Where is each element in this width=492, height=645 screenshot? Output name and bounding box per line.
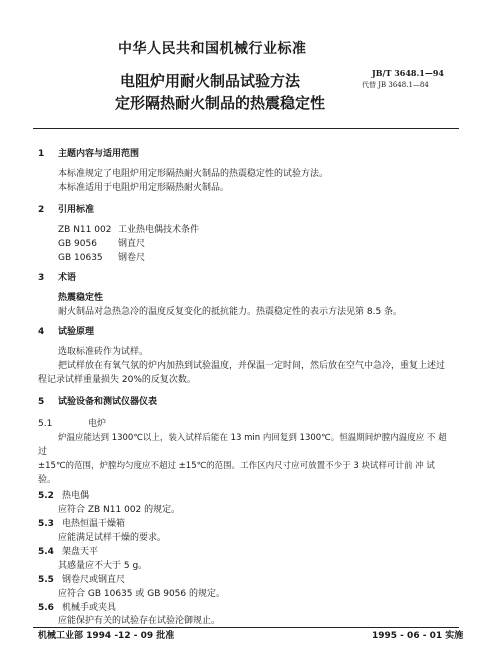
subsection-title: 电炉 xyxy=(88,419,107,429)
subsection-number: 5.3 xyxy=(38,519,54,529)
subsection-line: 应符合 ZB N11 002 的规定。 xyxy=(58,505,181,515)
section-4-para-3: 程记录试样重量损失 20%的反复次数。 xyxy=(38,375,196,385)
standard-number: JB/T 3648.1—94 xyxy=(372,68,444,78)
section-3-title: 术语 xyxy=(58,273,77,283)
section-4-para-1: 选取标准砖作为试样。 xyxy=(58,347,149,357)
subsection-title: 机械手或夹具 xyxy=(62,603,117,613)
subsection-line: 其感量应不大于 5 g。 xyxy=(58,561,148,571)
subsection-title: 热电偶 xyxy=(62,491,90,501)
section-1-para-1: 本标准规定了电阻炉用定形隔热耐火制品的热震稳定性的试验方法。 xyxy=(58,169,329,179)
subsection-line: ±15℃的范围，炉膛均匀度应不超过 ±15℃的范围。工作区内尺寸应可放置不少于 3 块试样可计前 冲 试 xyxy=(38,461,435,471)
reference-code: GB 10635 xyxy=(58,253,103,263)
subsection-line: 应能保护有关的试验存在试验沦御规止。 xyxy=(58,616,221,626)
subsection-line: 应能满足试样干燥的要求。 xyxy=(58,533,167,543)
subsection-number: 5.2 xyxy=(38,491,54,501)
section-2-number: 2 xyxy=(38,205,45,215)
reference-code: GB 9056 xyxy=(58,239,97,249)
reference-name: 钢直尺 xyxy=(118,239,146,249)
section-1-para-2: 本标准适用于电阻炉用定形隔热耐火制品。 xyxy=(58,183,230,193)
reference-code: ZB N11 002 xyxy=(58,225,112,235)
subsection-number: 5.6 xyxy=(38,603,54,613)
subsection-line: 过 xyxy=(38,447,48,457)
term-heading: 热震稳定性 xyxy=(58,293,104,303)
section-4-para-2: 把试样放在有氧气氛的炉内加热到试验温度，并保温一定时间，然后放在空气中急冷，重复上述过 xyxy=(58,361,446,371)
reference-name: 工业热电偶技术条件 xyxy=(118,225,200,235)
approval-date: 机械工业部 1994 -12 - 09 批准 xyxy=(38,631,175,641)
standard-org-title: 中华人民共和国机械行业标准 xyxy=(118,41,307,57)
subsection-title: 电热恒温干燥箱 xyxy=(62,519,126,529)
subsection-title: 钢卷尺或钢直尺 xyxy=(62,575,126,585)
header-rule xyxy=(33,128,459,129)
subsection-line: 验。 xyxy=(38,475,57,485)
section-3-number: 3 xyxy=(38,273,45,283)
subsection-line: 炉温应能达到 1300℃以上，装入试样后能在 13 min 内回复到 1300℃。恒温期间炉膛内温度应 不 超 xyxy=(58,433,447,443)
document-title-line1: 电阻炉用耐火制品试验方法 xyxy=(120,72,301,90)
subsection-number: 5.1 xyxy=(38,419,53,429)
subsection-title: 架盘天平 xyxy=(62,547,99,557)
subsection-line: 应符合 GB 10635 或 GB 9056 的规定。 xyxy=(58,589,225,599)
section-1-title: 主题内容与适用范围 xyxy=(58,149,140,159)
section-4-number: 4 xyxy=(38,327,45,337)
subsection-number: 5.5 xyxy=(38,575,54,585)
section-4-title: 试验原理 xyxy=(58,327,95,337)
subsection-number: 5.4 xyxy=(38,547,54,557)
section-1-number: 1 xyxy=(38,149,45,159)
replaces-standard: 代替 JB 3648.1—84 xyxy=(362,81,429,89)
implementation-date: 1995 - 06 - 01 实施 xyxy=(372,631,464,641)
section-5-number: 5 xyxy=(38,397,45,407)
section-2-title: 引用标准 xyxy=(58,205,95,215)
term-definition: 耐火制品对急热急冷的温度反复变化的抵抗能力。热震稳定性的表示方法见第 8.5 条。 xyxy=(58,307,403,317)
section-5-title: 试验设备和测试仪器仪表 xyxy=(58,397,158,407)
reference-name: 钢卷尺 xyxy=(118,253,146,263)
document-title-line2: 定形隔热耐火制品的热震稳定性 xyxy=(115,94,326,112)
footer-rule xyxy=(33,627,459,628)
